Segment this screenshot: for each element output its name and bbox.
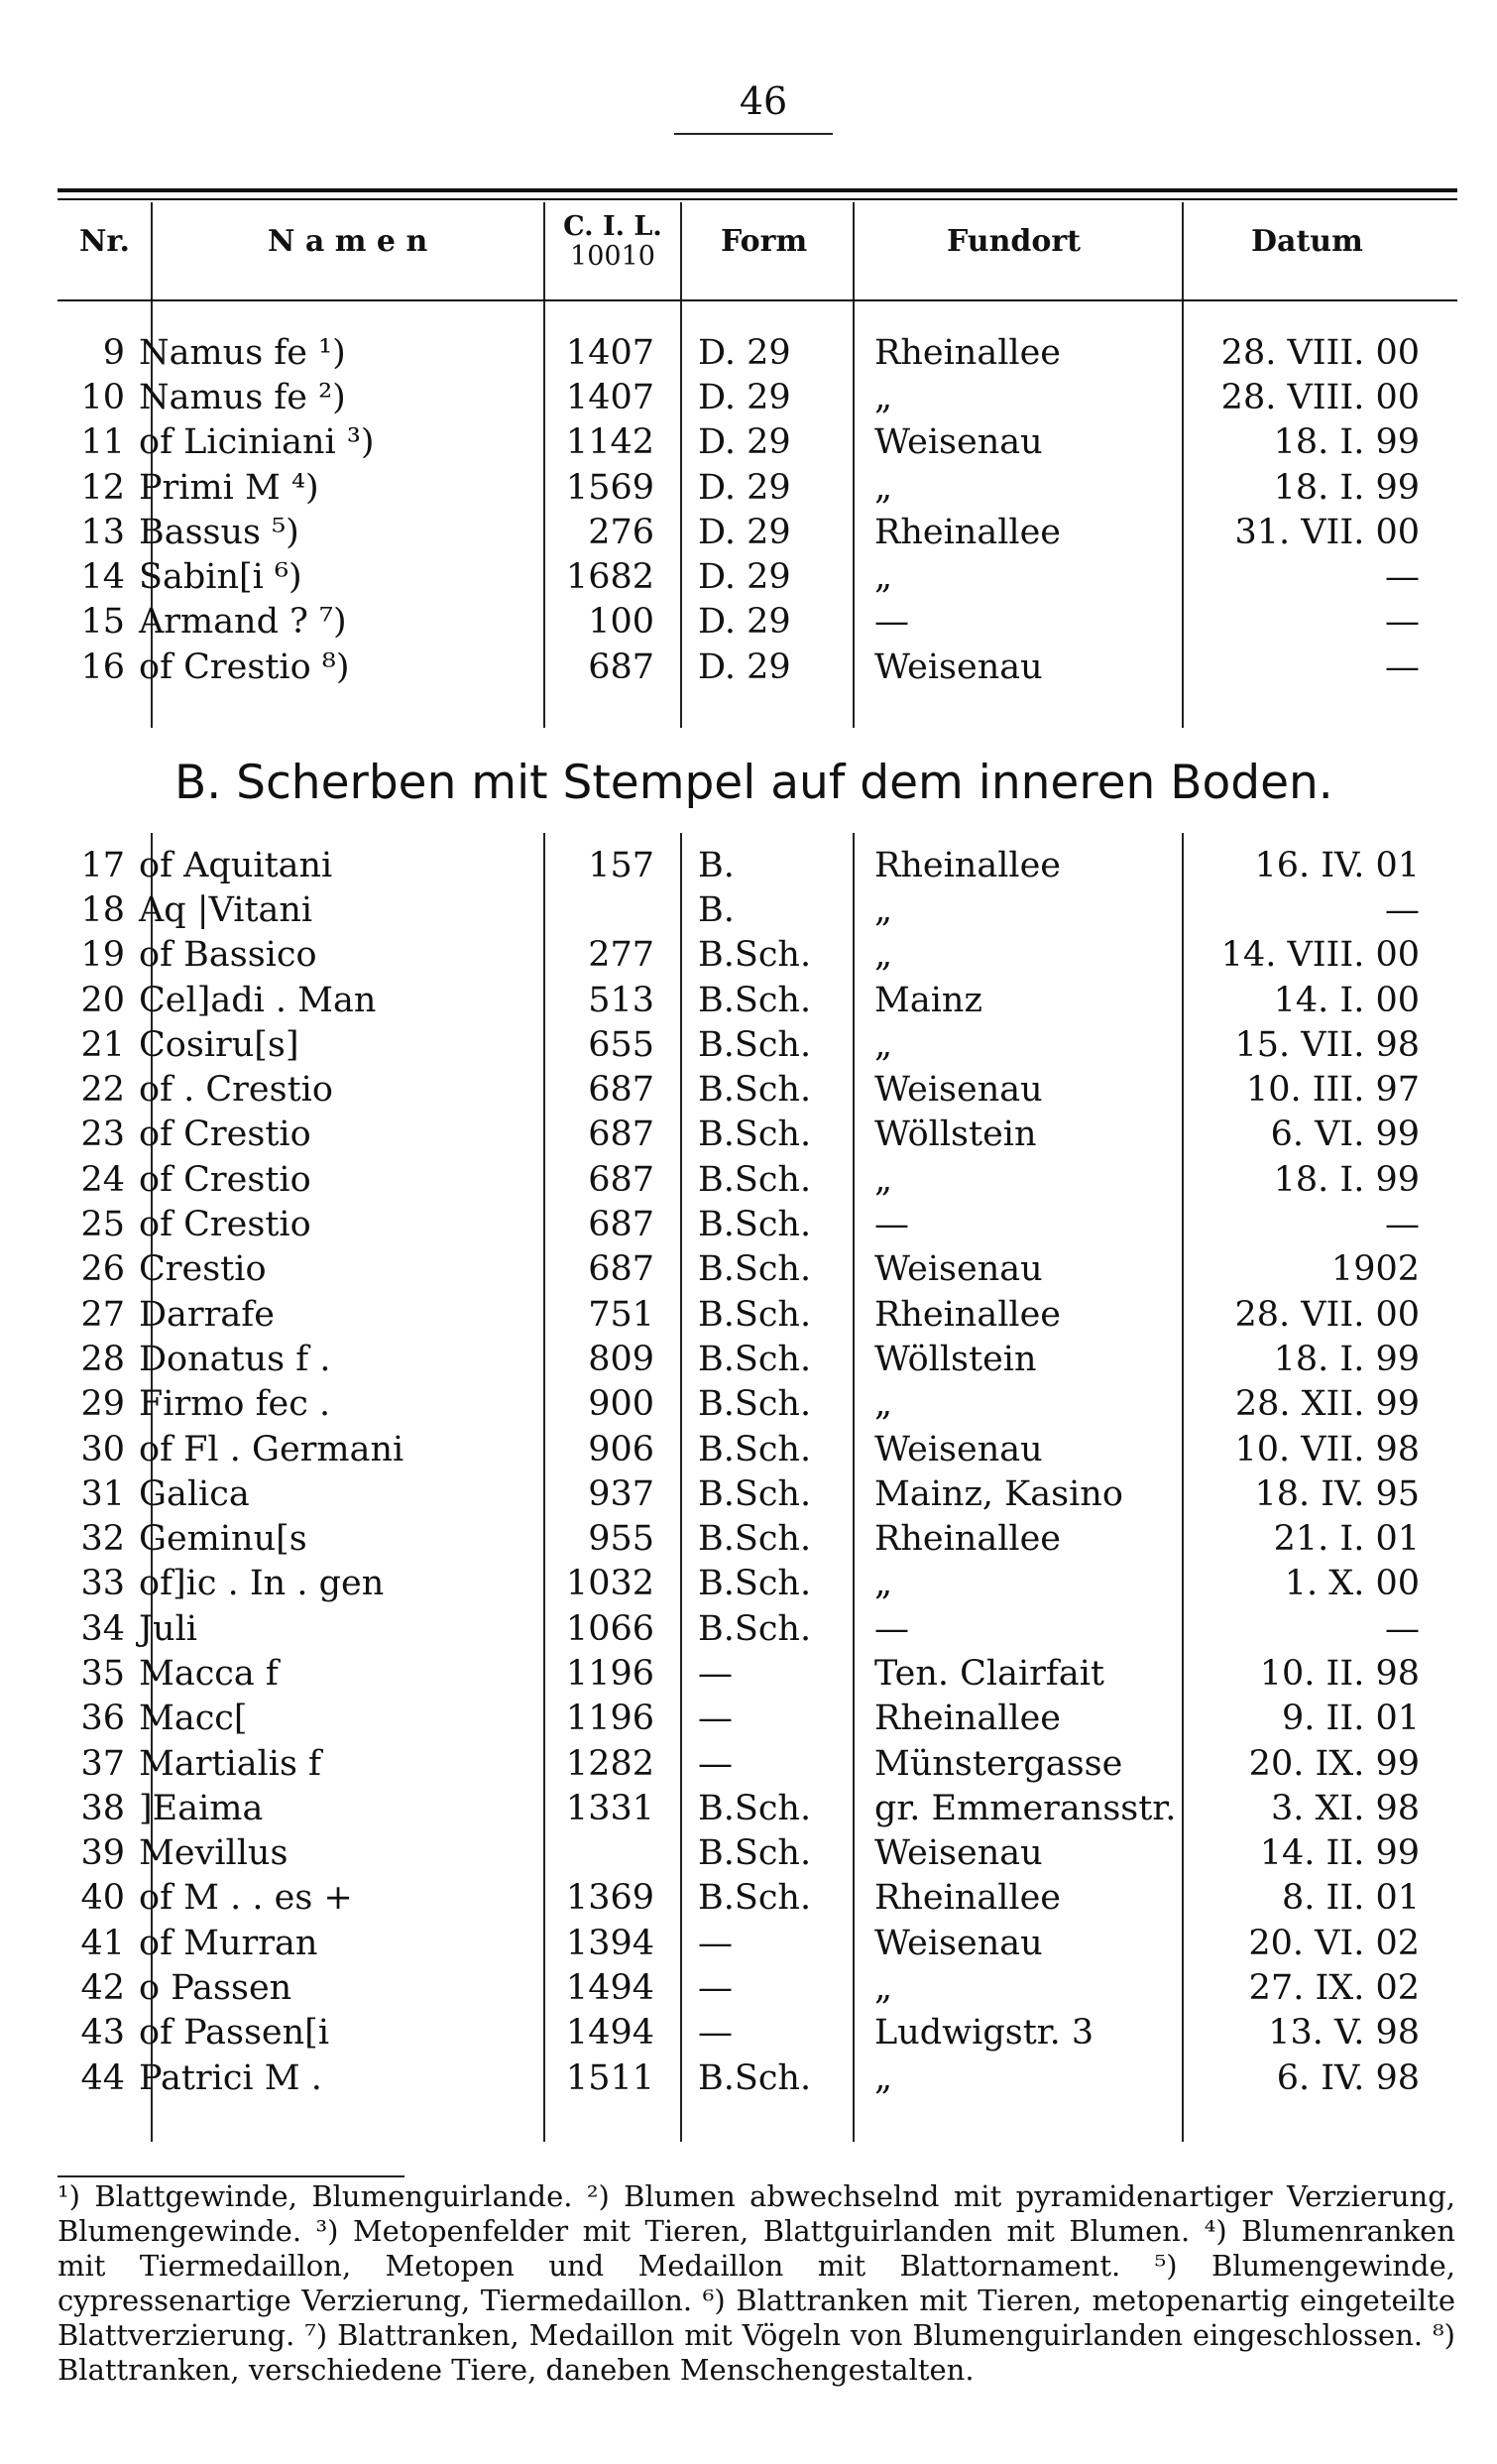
row-fundort: Rheinallee — [874, 1699, 1062, 1739]
row-datum: 10. II. 98 — [1259, 1653, 1420, 1694]
row-cil: 157 — [588, 845, 654, 885]
row-form: B.Sch. — [698, 1024, 812, 1065]
table-row — [58, 1651, 1420, 1696]
table-row — [58, 1786, 1420, 1830]
row-nr: 32 — [80, 1519, 125, 1560]
row-nr: 9 — [102, 332, 125, 373]
row-fundort: Rheinallee — [874, 332, 1062, 373]
table-row — [58, 1247, 1420, 1292]
header-cil-top: C. I. L. — [563, 211, 662, 242]
table-row — [58, 1427, 1420, 1471]
row-nr: 40 — [80, 1878, 125, 1919]
table-row — [58, 843, 1420, 887]
row-form: B.Sch. — [698, 1833, 812, 1874]
section-a-table — [58, 330, 1420, 689]
row-form: B.Sch. — [698, 1429, 812, 1469]
row-datum: 28. VIII. 00 — [1220, 332, 1420, 373]
row-name: Sabin[i ⁶) — [139, 557, 302, 598]
row-name: Firmo fec . — [139, 1384, 331, 1425]
row-nr: 38 — [80, 1788, 125, 1828]
row-datum: 20. VI. 02 — [1248, 1923, 1420, 1963]
row-cil: 513 — [588, 980, 654, 1020]
row-nr: 37 — [80, 1743, 125, 1784]
row-nr: 18 — [80, 889, 125, 930]
row-fundort: „ — [874, 889, 893, 930]
table-row — [58, 2011, 1420, 2055]
row-datum: 13. V. 98 — [1268, 2013, 1420, 2053]
row-cil: 687 — [588, 646, 654, 687]
row-nr: 29 — [80, 1384, 125, 1425]
row-name: of Fl . Germani — [139, 1429, 404, 1469]
table-row — [58, 1292, 1420, 1337]
row-form: B.Sch. — [698, 1339, 812, 1379]
row-nr: 11 — [80, 422, 125, 463]
row-cil: 1494 — [565, 2013, 654, 2053]
row-nr: 22 — [80, 1070, 125, 1111]
table-row — [58, 1471, 1420, 1516]
row-nr: 33 — [80, 1564, 125, 1604]
row-fundort: gr. Emmeransstr. — [874, 1788, 1177, 1828]
row-form: B.Sch. — [698, 1384, 812, 1425]
row-nr: 12 — [80, 467, 125, 508]
table-row — [58, 510, 1420, 554]
row-form: D. 29 — [698, 377, 791, 417]
row-name: of M . . es + — [139, 1878, 353, 1919]
row-datum: — — [1385, 646, 1420, 687]
row-fundort: Ten. Clairfait — [874, 1653, 1104, 1694]
table-row — [58, 554, 1420, 599]
table-row — [58, 1516, 1420, 1561]
row-datum: 14. VIII. 00 — [1220, 935, 1420, 976]
row-fundort: — — [874, 1205, 909, 1245]
row-fundort: „ — [874, 935, 893, 976]
table-row — [58, 1965, 1420, 2010]
row-fundort: „ — [874, 1159, 893, 1200]
row-cil: 751 — [588, 1294, 654, 1335]
row-cil: 1331 — [565, 1788, 654, 1828]
row-form: B.Sch. — [698, 980, 812, 1020]
row-datum: — — [1385, 1205, 1420, 1245]
row-cil: 955 — [588, 1519, 654, 1560]
row-datum: 10. VII. 98 — [1234, 1429, 1420, 1469]
row-datum: 18. IV. 95 — [1254, 1473, 1420, 1514]
row-datum: 15. VII. 98 — [1234, 1024, 1420, 1065]
row-name: of Passen[i — [139, 2013, 330, 2053]
row-cil: 1369 — [565, 1878, 654, 1919]
row-datum: 6. VI. 99 — [1270, 1115, 1420, 1155]
table-row — [58, 933, 1420, 978]
row-fundort: — — [874, 1608, 909, 1649]
row-form: B.Sch. — [698, 1519, 812, 1560]
row-cil: 1032 — [565, 1564, 654, 1604]
row-form: D. 29 — [698, 602, 791, 643]
row-form: D. 29 — [698, 332, 791, 373]
row-nr: 24 — [80, 1159, 125, 1200]
row-datum: 6. IV. 98 — [1276, 2057, 1420, 2098]
row-fundort: Münstergasse — [874, 1743, 1123, 1784]
row-nr: 28 — [80, 1339, 125, 1379]
row-datum: 20. IX. 99 — [1248, 1743, 1420, 1784]
row-nr: 36 — [80, 1699, 125, 1739]
row-name: Donatus f . — [139, 1339, 331, 1379]
header-cil — [553, 212, 672, 272]
row-form: B.Sch. — [698, 1878, 812, 1919]
row-fundort: Weisenau — [874, 1070, 1043, 1111]
row-nr: 27 — [80, 1294, 125, 1335]
row-cil: 277 — [588, 935, 654, 976]
row-nr: 20 — [80, 980, 125, 1020]
row-datum: 16. IV. 01 — [1254, 845, 1420, 885]
row-nr: 15 — [80, 602, 125, 643]
row-form: B.Sch. — [698, 1294, 812, 1335]
row-fundort: „ — [874, 467, 893, 508]
footnote-4: ⁴) Blumenranken mit Tiermedaillon, Metopen und Medaillon mit Blattornament. — [58, 2214, 1455, 2283]
row-cil: 1142 — [565, 422, 654, 463]
row-fundort: Weisenau — [874, 1833, 1043, 1874]
row-form: B.Sch. — [698, 1608, 812, 1649]
footnote-3: ³) Metopenfelder mit Tieren, Blattguirlanden mit Blumen. — [315, 2214, 1205, 2248]
row-cil: 687 — [588, 1159, 654, 1200]
table-row — [58, 1831, 1420, 1876]
row-datum: 31. VII. 00 — [1234, 512, 1420, 552]
row-nr: 44 — [80, 2057, 125, 2098]
row-cil: 906 — [588, 1429, 654, 1469]
row-datum: 10. III. 97 — [1245, 1070, 1420, 1111]
row-nr: 30 — [80, 1429, 125, 1469]
row-fundort: Rheinallee — [874, 1878, 1062, 1919]
row-cil: 1682 — [565, 557, 654, 598]
row-nr: 41 — [80, 1923, 125, 1963]
row-form: B. — [698, 889, 735, 930]
row-datum: 14. I. 00 — [1273, 980, 1420, 1020]
row-name: of Liciniani ³) — [139, 422, 375, 463]
table-row — [58, 1202, 1420, 1246]
row-form: B.Sch. — [698, 935, 812, 976]
row-name: Patrici M . — [139, 2057, 322, 2098]
page-number: 46 — [739, 79, 788, 123]
row-datum: 27. IX. 02 — [1248, 1968, 1420, 2009]
header-nr: Nr. — [79, 224, 130, 259]
row-fundort: „ — [874, 1024, 893, 1065]
row-datum: 18. I. 99 — [1273, 467, 1420, 508]
row-nr: 10 — [80, 377, 125, 417]
row-datum: 9. II. 01 — [1282, 1699, 1420, 1739]
row-fundort: „ — [874, 2057, 893, 2098]
row-cil: 655 — [588, 1024, 654, 1065]
row-datum: 28. VII. 00 — [1234, 1294, 1420, 1335]
row-nr: 26 — [80, 1249, 125, 1290]
row-form: — — [698, 1923, 733, 1963]
row-form: — — [698, 2013, 733, 2053]
row-cil: 276 — [588, 512, 654, 552]
row-datum: 1902 — [1330, 1249, 1420, 1290]
row-cil: 1282 — [565, 1743, 654, 1784]
row-fundort: Weisenau — [874, 646, 1043, 687]
table-row — [58, 375, 1420, 419]
row-nr: 42 — [80, 1968, 125, 2009]
row-form: B. — [698, 845, 735, 885]
footnote-6: ⁶) Blattranken mit Tieren, metopenartig eingeteilte Blattverzierung. — [58, 2284, 1455, 2352]
row-name: of Crestio — [139, 1115, 311, 1155]
row-fundort: Ludwigstr. 3 — [874, 2013, 1094, 2053]
footnote-rule — [58, 2175, 404, 2177]
row-form: D. 29 — [698, 646, 791, 687]
row-form: D. 29 — [698, 557, 791, 598]
row-name: ]Eaima — [139, 1788, 264, 1828]
header-namen: N a m e n — [268, 224, 428, 259]
table-row — [58, 645, 1420, 689]
table-row — [58, 1022, 1420, 1067]
row-fundort: Weisenau — [874, 1923, 1043, 1963]
table-row — [58, 465, 1420, 510]
row-fundort: Weisenau — [874, 1429, 1043, 1469]
row-name: Cel]adi . Man — [139, 980, 377, 1020]
row-cil: 1494 — [565, 1968, 654, 2009]
row-name: Crestio — [139, 1249, 267, 1290]
row-nr: 21 — [80, 1024, 125, 1065]
row-cil: 1511 — [565, 2057, 654, 2098]
table-row — [58, 1876, 1420, 1921]
row-nr: 39 — [80, 1833, 125, 1874]
footnote-5: ⁵) Blumengewinde, cypressenartige Verzierung, Tiermedaillon. — [58, 2249, 1455, 2317]
row-cil: 1394 — [565, 1923, 654, 1963]
row-form: — — [698, 1699, 733, 1739]
table-row — [58, 420, 1420, 465]
row-nr: 35 — [80, 1653, 125, 1694]
row-name: of Aquitani — [139, 845, 333, 885]
row-nr: 25 — [80, 1205, 125, 1245]
row-nr: 31 — [80, 1473, 125, 1514]
row-fundort: Rheinallee — [874, 1519, 1062, 1560]
row-name: Mevillus — [139, 1833, 288, 1874]
row-fundort: „ — [874, 1384, 893, 1425]
row-form: B.Sch. — [698, 1564, 812, 1604]
table-row — [58, 1067, 1420, 1112]
row-name: Macc[ — [139, 1699, 248, 1739]
row-datum: 18. I. 99 — [1273, 1159, 1420, 1200]
table-row — [58, 1562, 1420, 1606]
table-top-rule — [58, 188, 1457, 192]
row-cil: 100 — [588, 602, 654, 643]
row-form: D. 29 — [698, 512, 791, 552]
row-name: Aq |Vitani — [139, 889, 313, 930]
row-cil: 687 — [588, 1205, 654, 1245]
row-name: of Bassico — [139, 935, 317, 976]
row-fundort: Rheinallee — [874, 512, 1062, 552]
table-row — [58, 600, 1420, 645]
row-datum: 28. VIII. 00 — [1220, 377, 1420, 417]
row-cil: 687 — [588, 1070, 654, 1111]
row-fundort: Rheinallee — [874, 1294, 1062, 1335]
row-name: of Crestio — [139, 1205, 311, 1245]
row-fundort: „ — [874, 1968, 893, 2009]
row-fundort: — — [874, 602, 909, 643]
row-name: of Crestio ⁸) — [139, 646, 350, 687]
row-nr: 16 — [80, 646, 125, 687]
header-form: Form — [721, 224, 808, 259]
table-row — [58, 1157, 1420, 1202]
row-name: of Crestio — [139, 1159, 311, 1200]
row-name: Galica — [139, 1473, 250, 1514]
row-form: — — [698, 1968, 733, 2009]
table-row — [58, 1606, 1420, 1651]
row-name: Armand ? ⁷) — [139, 602, 347, 643]
row-fundort: „ — [874, 1564, 893, 1604]
row-name: o Passen — [139, 1968, 292, 2009]
row-cil: 1066 — [565, 1608, 654, 1649]
row-form: B.Sch. — [698, 2057, 812, 2098]
row-nr: 34 — [80, 1608, 125, 1649]
table-row — [58, 1337, 1420, 1381]
row-fundort: Weisenau — [874, 1249, 1043, 1290]
row-form: D. 29 — [698, 422, 791, 463]
header-bottom-rule — [58, 299, 1457, 301]
row-datum: 28. XII. 99 — [1234, 1384, 1420, 1425]
row-fundort: Wöllstein — [874, 1339, 1037, 1379]
row-cil: 1569 — [565, 467, 654, 508]
row-fundort: Weisenau — [874, 422, 1043, 463]
row-name: Namus fe ²) — [139, 377, 346, 417]
row-datum: — — [1385, 889, 1420, 930]
section-b-title: B. Scherben mit Stempel auf dem inneren Boden. — [174, 756, 1333, 810]
row-form: B.Sch. — [698, 1159, 812, 1200]
row-form: — — [698, 1653, 733, 1694]
row-datum: — — [1385, 602, 1420, 643]
row-name: Darrafe — [139, 1294, 275, 1335]
row-datum: 18. I. 99 — [1273, 1339, 1420, 1379]
row-name: Cosiru[s] — [139, 1024, 299, 1065]
row-fundort: Wöllstein — [874, 1115, 1037, 1155]
table-row — [58, 887, 1420, 932]
row-datum: 3. XI. 98 — [1270, 1788, 1420, 1828]
row-name: Martialis f — [139, 1743, 321, 1784]
row-fundort: Mainz, Kasino — [874, 1473, 1123, 1514]
row-datum: 18. I. 99 — [1273, 422, 1420, 463]
row-form: B.Sch. — [698, 1473, 812, 1514]
table-row — [58, 2055, 1420, 2100]
table-row — [58, 1921, 1420, 1965]
row-cil: 809 — [588, 1339, 654, 1379]
row-datum: — — [1385, 1608, 1420, 1649]
section-b-table — [58, 843, 1420, 2100]
row-form: B.Sch. — [698, 1070, 812, 1111]
footnote-8: ⁸) Blattranken, verschiedene Tiere, daneben Menschengestalten. — [58, 2318, 1455, 2387]
row-datum: 1. X. 00 — [1284, 1564, 1420, 1604]
row-fundort: Mainz — [874, 980, 982, 1020]
row-form: B.Sch. — [698, 1205, 812, 1245]
row-cil: 687 — [588, 1115, 654, 1155]
row-form: B.Sch. — [698, 1249, 812, 1290]
row-nr: 14 — [80, 557, 125, 598]
row-name: Bassus ⁵) — [139, 512, 299, 552]
row-datum: 14. II. 99 — [1259, 1833, 1420, 1874]
row-name: Juli — [139, 1608, 197, 1649]
row-form: B.Sch. — [698, 1788, 812, 1828]
row-name: of]ic . In . gen — [139, 1564, 385, 1604]
table-top-rule-thin — [58, 198, 1457, 200]
row-cil — [545, 1831, 654, 1876]
row-cil: 1196 — [565, 1699, 654, 1739]
header-fundort: Fundort — [947, 224, 1082, 259]
row-name: Namus fe ¹) — [139, 332, 346, 373]
footnote-1: ¹) Blattgewinde, Blumenguirlande. — [58, 2179, 587, 2213]
row-datum: 21. I. 01 — [1273, 1519, 1420, 1560]
row-name: Macca f — [139, 1653, 279, 1694]
row-nr: 13 — [80, 512, 125, 552]
row-name: Primi M ⁴) — [139, 467, 319, 508]
row-fundort: „ — [874, 377, 893, 417]
row-name: of Murran — [139, 1923, 318, 1963]
footnote-2: ²) Blumen abwechselnd mit pyramidenartiger Verzierung, Blumengewinde. — [58, 2179, 1455, 2248]
row-form: D. 29 — [698, 467, 791, 508]
row-form: — — [698, 1743, 733, 1784]
row-cil: 1407 — [565, 377, 654, 417]
row-datum: 8. II. 01 — [1282, 1878, 1420, 1919]
row-cil: 900 — [588, 1384, 654, 1425]
row-cil: 1407 — [565, 332, 654, 373]
row-nr: 43 — [80, 2013, 125, 2053]
table-row — [58, 978, 1420, 1022]
row-fundort: Rheinallee — [874, 845, 1062, 885]
page-number-rule — [674, 133, 833, 135]
row-cil: 1196 — [565, 1653, 654, 1694]
table-row — [58, 1741, 1420, 1786]
row-form: B.Sch. — [698, 1115, 812, 1155]
row-nr: 23 — [80, 1115, 125, 1155]
row-nr: 17 — [80, 845, 125, 885]
row-name: Geminu[s — [139, 1519, 307, 1560]
table-row — [58, 1382, 1420, 1427]
table-row — [58, 330, 1420, 375]
row-cil: 937 — [588, 1473, 654, 1514]
table-row — [58, 1113, 1420, 1157]
row-name: of . Crestio — [139, 1070, 333, 1111]
table-row — [58, 1697, 1420, 1741]
row-nr: 19 — [80, 935, 125, 976]
row-cil — [545, 887, 654, 932]
header-datum: Datum — [1251, 224, 1363, 259]
row-fundort: „ — [874, 557, 893, 598]
row-cil: 687 — [588, 1249, 654, 1290]
footnotes — [58, 2179, 1455, 2388]
footnote-7: ⁷) Blattranken, Medaillon mit Vögeln von Blumenguirlanden eingeschlossen. — [304, 2318, 1434, 2352]
row-datum: — — [1385, 557, 1420, 598]
header-cil-bottom: 10010 — [570, 241, 655, 272]
